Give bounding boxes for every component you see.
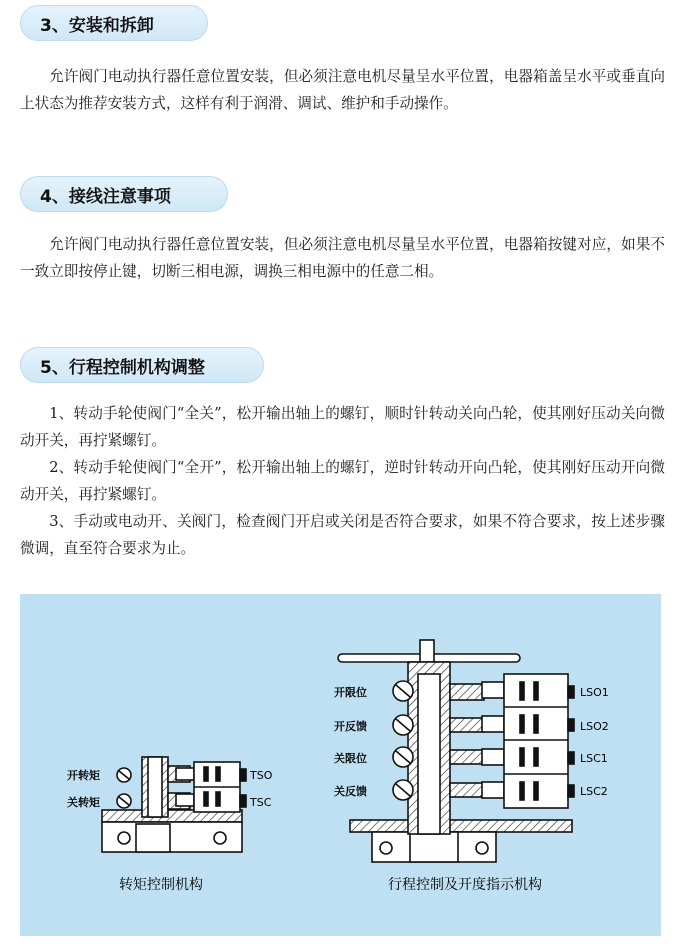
travel-left-label: 关反馈 — [334, 785, 367, 798]
step-paragraph: 1、转动手轮使阀门“全关”，松开输出轴上的螺钉，顺时针转动关向凸轮，使其刚好压动关向微动开关，再拧紧螺钉。 — [20, 405, 665, 449]
torque-left-label: 关转矩 — [67, 796, 100, 809]
torque-mechanism-drawing — [102, 757, 246, 852]
paragraph: 允许阀门电动执行器任意位置安装，但必须注意电机尽量呈水平位置，电器箱盖呈水平或垂直向上状态为推荐安装方式，这样有利于润滑、调试、维护和手动操作。 — [20, 68, 665, 112]
travel-right-label: LSC1 — [580, 752, 608, 765]
section-heading-wiring: 4、接线注意事项 — [20, 176, 228, 212]
travel-right-label: LSC2 — [580, 785, 608, 798]
section-body-travel-adjust — [20, 400, 665, 562]
section-body-wiring — [20, 231, 665, 285]
travel-mechanism-drawing — [338, 640, 574, 862]
torque-left-label: 开转矩 — [67, 769, 100, 782]
travel-left-label: 开反馈 — [334, 720, 367, 733]
travel-left-label: 开限位 — [334, 686, 367, 699]
mechanism-figure — [20, 594, 661, 936]
mechanism-diagram — [20, 594, 661, 936]
torque-right-label: TSO — [250, 769, 273, 782]
travel-right-label: LSO2 — [580, 720, 609, 733]
step-paragraph: 2、转动手轮使阀门“全开”，松开输出轴上的螺钉，逆时针转动开向凸轮，使其刚好压动开向微动开关，再拧紧螺钉。 — [20, 459, 665, 503]
section-heading-install: 3、安装和拆卸 — [20, 5, 208, 41]
torque-right-label: TSC — [250, 796, 272, 809]
section-heading-travel-adjust: 5、行程控制机构调整 — [20, 347, 264, 383]
paragraph: 允许阀门电动执行器任意位置安装，但必须注意电机尽量呈水平位置，电器箱按键对应，如果不一致立即按停止键，切断三相电源，调换三相电源中的任意二相。 — [20, 236, 665, 280]
travel-left-label: 关限位 — [334, 752, 367, 765]
section-body-install — [20, 63, 665, 117]
travel-right-label: LSO1 — [580, 686, 609, 699]
torque-caption: 转矩控制机构 — [119, 877, 203, 893]
step-paragraph: 3、手动或电动开、关阀门，检查阀门开启或关闭是否符合要求，如果不符合要求，按上述步骤微调，直至符合要求为止。 — [20, 513, 665, 557]
travel-caption: 行程控制及开度指示机构 — [388, 877, 542, 893]
